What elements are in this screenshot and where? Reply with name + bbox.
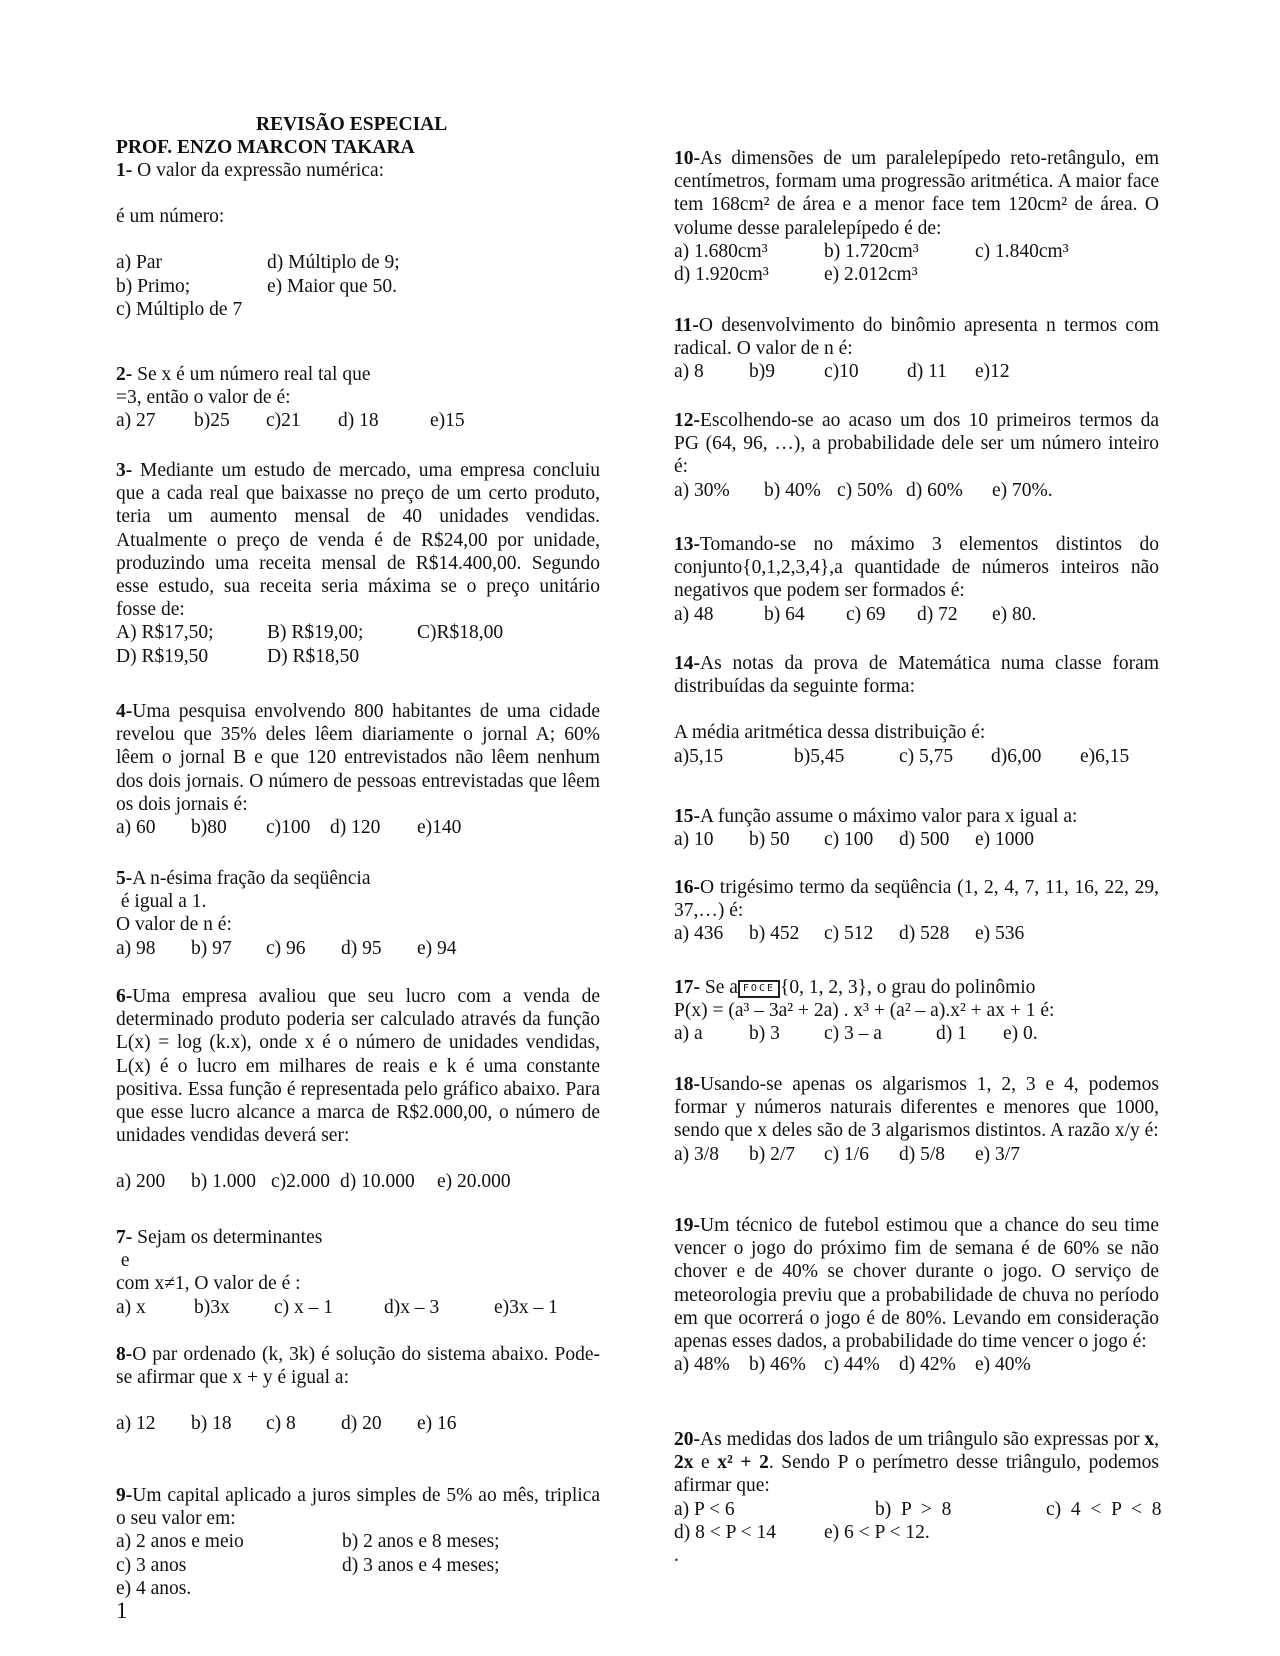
option-d: d)6,00: [991, 745, 1042, 767]
math-term: 2x: [674, 1452, 694, 1474]
question-text: Sejam os determinantes: [132, 1227, 323, 1248]
question-number: 3-: [116, 460, 133, 481]
option-d: d) 5/8: [899, 1143, 946, 1165]
option-e: e) 3/7: [975, 1143, 1020, 1165]
question-text: As medidas dos lados de um triângulo são expressas por: [700, 1429, 1145, 1450]
option-e: e)140: [417, 817, 462, 839]
option-b: b) 452: [749, 923, 800, 945]
question-text: é igual a 1.: [116, 891, 207, 913]
option-b: b) 50: [749, 829, 790, 851]
question-text: O desenvolvimento do binômio apresenta n termos com radical. O valor de n é:: [674, 315, 1159, 360]
option-c: c)21: [266, 410, 301, 432]
option-b: b)9: [749, 361, 775, 383]
option-c: C)R$18,00: [417, 622, 504, 644]
option-d: d) Múltiplo de 9;: [267, 252, 400, 274]
question-text: =3, então o valor de é:: [116, 387, 291, 409]
option-d: d)x – 3: [384, 1296, 440, 1318]
option-c: c) 5,75: [899, 745, 954, 767]
option-d: d) 11: [907, 361, 947, 383]
option-d: d) 1: [936, 1023, 967, 1045]
option-b: b) 18: [191, 1413, 232, 1435]
options-row: [674, 1022, 1159, 1045]
question-3: [116, 459, 600, 668]
question-text: e: [693, 1452, 718, 1474]
question-number: 13-: [674, 534, 700, 555]
question-text: Uma empresa avaliou que seu lucro com a venda de determinado produto poderia ser calculado através da função L(x) = log (k.x), onde x é o número de unidades vendidas, L(x) é o lucro em milhares de reais e k é uma constante positiva. Essa função é representada pelo gráfico abaixo. Para que esse lucro alcance a marca de R$2.000,00, o número de unidades vendidas deverá ser:: [116, 986, 600, 1147]
option-e: e)6,15: [1080, 745, 1130, 767]
option-c: c) 8: [266, 1413, 296, 1435]
option-e: e) 70%.: [992, 479, 1053, 501]
option-d: d) 120: [330, 817, 381, 839]
question-number: 11-: [674, 315, 699, 336]
question-text: {0, 1, 2, 3}, o grau do polinômio: [780, 977, 1036, 998]
question-number: 6-: [116, 986, 133, 1007]
option-c: c) Múltiplo de 7: [116, 298, 243, 320]
option-c: c) 50%: [837, 479, 893, 501]
option-b: b)80: [191, 817, 227, 839]
question-text: e: [116, 1250, 130, 1272]
question-text: As notas da prova de Matemática numa classe foram distribuídas da seguinte forma:: [674, 653, 1159, 698]
option-b: b) 64: [764, 603, 805, 625]
question-number: 20-: [674, 1429, 700, 1450]
option-b: b) 1.000: [191, 1171, 256, 1193]
options-row: [674, 922, 1159, 945]
question-number: 7-: [116, 1227, 133, 1248]
question-7: [116, 1226, 600, 1319]
option-c: c) 512: [824, 923, 874, 945]
option-a: a) P < 6: [674, 1498, 735, 1520]
option-b: b) 2/7: [749, 1143, 796, 1165]
option-c: c) 1/6: [824, 1143, 869, 1165]
option-a: A) R$17,50;: [116, 622, 214, 644]
options-row: [674, 360, 1159, 383]
option-a: a) 8: [674, 361, 704, 383]
question-10: [674, 147, 1159, 286]
options-row: [674, 828, 1159, 851]
question-text: Escolhendo-se ao acaso um dos 10 primeiros termos da PG (64, 96, …), a probabilidade dele ser um número inteiro é:: [674, 410, 1159, 478]
question-text: Um capital aplicado a juros simples de 5% ao mês, triplica o seu valor em:: [116, 1485, 600, 1530]
option-e: e) 6 < P < 12.: [824, 1521, 930, 1543]
option-a: a) 10: [674, 829, 714, 851]
option-b: b) 40%: [764, 479, 821, 501]
option-a: a) Par: [116, 252, 163, 274]
question-number: 8-: [116, 1344, 133, 1365]
question-number: 18-: [674, 1074, 700, 1095]
question-text: com x≠1, O valor de é :: [116, 1273, 301, 1295]
option-b: b) Primo;: [116, 275, 191, 297]
question-14: [674, 652, 1159, 768]
question-text: As dimensões de um paralelepípedo reto-retângulo, em centímetros, formam uma progressão aritmética. A maior face tem 168cm² de área e a menor face tem 120cm² de área. O volume desse paralelepípedo é de:: [674, 148, 1159, 239]
question-number: 14-: [674, 653, 700, 674]
option-c: c) 100: [824, 829, 874, 851]
question-text: Se a: [700, 977, 738, 998]
question-text: A média aritmética dessa distribuição é:: [674, 722, 986, 744]
question-text: O valor de n é:: [116, 914, 232, 936]
placeholder-box: FOCE: [738, 980, 780, 998]
options-row: [116, 1170, 600, 1193]
option-b: b) P > 8: [875, 1498, 952, 1520]
option-a: a) 1.680cm³: [674, 240, 768, 262]
option-a: a) 60: [116, 817, 156, 839]
options-row: [116, 816, 600, 839]
option-b: b)25: [194, 410, 230, 432]
question-17: [674, 976, 1159, 1046]
option-b: b) 3: [749, 1023, 780, 1045]
question-text: Se x é um número real tal que: [132, 364, 371, 385]
option-e: e) 0.: [1003, 1023, 1038, 1045]
option-e: e) 20.000: [437, 1171, 511, 1193]
option-d: d) 18: [338, 410, 379, 432]
question-number: 17-: [674, 977, 700, 998]
options-row: [674, 745, 1159, 768]
question-number: 19-: [674, 1215, 700, 1236]
question-1: [116, 159, 600, 321]
option-a: a) 436: [674, 923, 724, 945]
options-row: [674, 1143, 1159, 1166]
option-c: c)100: [266, 817, 311, 839]
question-12: [674, 409, 1159, 502]
question-18: [674, 1073, 1159, 1166]
question-9: [116, 1484, 600, 1600]
option-e: e) Maior que 50.: [267, 275, 397, 297]
options-row: [116, 1412, 600, 1435]
question-8: [116, 1343, 600, 1436]
option-c: c) 1.840cm³: [975, 240, 1069, 262]
question-text: Mediante um estudo de mercado, uma empresa concluiu que a cada real que baixasse no preço de um certo produto, teria um aumento mensal de 40 unidades vendidas. Atualmente o preço de venda é de R$24,00 por unidade, produzindo uma receita mensal de R$14.400,00. Segundo esse estudo, sua receita seria máxima se o preço unitário fosse de:: [116, 460, 600, 621]
option-d: d) 3 anos e 4 meses;: [342, 1554, 500, 1576]
question-text: Usando-se apenas os algarismos 1, 2, 3 e 4, podemos formar y números naturais diferentes e menores que 1000, sendo que x deles são de 3 algarismos distintos. A razão x/y é:: [674, 1074, 1159, 1142]
option-d: d) 500: [899, 829, 950, 851]
question-text: P(x) = (a³ – 3a² + 2a) . x³ + (a² – a).x² + ax + 1 é:: [674, 1000, 1055, 1022]
option-d: d) 60%: [906, 479, 963, 501]
question-2: [116, 363, 600, 433]
question-4: [116, 700, 600, 839]
question-text: O par ordenado (k, 3k) é solução do sistema abaixo. Pode-se afirmar que x + y é igual a:: [116, 1344, 600, 1389]
question-text: ,: [1154, 1429, 1159, 1450]
option-e: D) R$18,50: [267, 645, 360, 667]
option-d: d) 95: [341, 937, 382, 959]
option-e: e) 2.012cm³: [824, 264, 918, 285]
options-row: [116, 937, 600, 960]
question-text: Tomando-se no máximo 3 elementos distintos do conjunto{0,1,2,3,4},a quantidade de números inteiros não negativos que podem ser formados é:: [674, 534, 1159, 602]
page-number: 1: [116, 1598, 128, 1623]
question-number: 2-: [116, 364, 133, 385]
option-c: c) 96: [266, 937, 306, 959]
option-c: c) x – 1: [274, 1296, 334, 1318]
doc-author: PROF. ENZO MARCON TAKARA: [116, 137, 415, 158]
question-20: [674, 1428, 1162, 1567]
option-a: a) x: [116, 1296, 146, 1318]
option-e: e)12: [975, 361, 1010, 383]
math-term: x: [1144, 1429, 1155, 1450]
option-a: a)5,15: [674, 745, 724, 767]
option-e: e) 94: [417, 937, 457, 959]
option-c: c) 69: [846, 603, 886, 625]
option-e: e) 80.: [992, 603, 1037, 625]
option-b: b)3x: [194, 1296, 230, 1318]
options-row: [674, 603, 1159, 626]
question-text: . Sendo P o perímetro desse triângulo, podemos afirmar que:: [674, 1452, 1159, 1497]
question-number: 16-: [674, 877, 700, 898]
trailing-dot: .: [674, 1544, 679, 1566]
option-e: e) 16: [417, 1413, 457, 1435]
question-number: 1-: [116, 160, 133, 181]
option-e: e) 536: [975, 923, 1025, 945]
question-number: 10-: [674, 148, 700, 169]
option-c: c)10: [824, 361, 859, 383]
question-number: 4-: [116, 701, 133, 722]
option-d: d) 42%: [899, 1354, 956, 1376]
doc-title: REVISÃO ESPECIAL: [256, 114, 448, 135]
option-a: a) 30%: [674, 479, 730, 501]
option-c: c) 44%: [824, 1354, 880, 1376]
question-text: A função assume o máximo valor para x igual a:: [700, 806, 1078, 827]
option-a: a) 27: [116, 410, 156, 432]
option-e: e) 1000: [975, 829, 1035, 851]
question-19: [674, 1214, 1159, 1376]
question-13: [674, 533, 1159, 626]
options-row: [674, 479, 1159, 502]
option-a: a) 3/8: [674, 1143, 719, 1165]
option-a: a) 2 anos e meio: [116, 1531, 244, 1553]
question-5: [116, 867, 600, 960]
option-b: b) 2 anos e 8 meses;: [342, 1531, 500, 1553]
options-row: [674, 1353, 1159, 1376]
question-number: 9-: [116, 1485, 133, 1506]
math-term: x² + 2: [717, 1452, 769, 1474]
option-c: c) 4 < P < 8: [1046, 1498, 1162, 1520]
option-c: c) 3 – a: [824, 1023, 882, 1045]
question-16: [674, 876, 1159, 946]
option-a: a) 200: [116, 1171, 166, 1193]
option-b: b) 97: [191, 937, 232, 959]
option-b: b) 46%: [749, 1354, 806, 1376]
option-c: c)2.000: [271, 1171, 331, 1193]
question-number: 15-: [674, 806, 700, 827]
question-text: O valor da expressão numérica:: [132, 160, 385, 181]
option-a: a) a: [674, 1023, 703, 1045]
option-e: e) 40%: [975, 1354, 1031, 1376]
option-a: a) 98: [116, 937, 156, 959]
option-b: B) R$19,00;: [267, 622, 364, 644]
question-text: O trigésimo termo da seqüência (1, 2, 4, 7, 11, 16, 22, 29, 37,…) é:: [674, 877, 1159, 922]
option-d: d) 1.920cm³: [674, 264, 769, 285]
question-15: [674, 805, 1159, 851]
option-a: a) 48%: [674, 1354, 730, 1376]
question-text: Uma pesquisa envolvendo 800 habitantes de uma cidade revelou que 35% deles lêem diariamente o jornal A; 60% lêem o jornal B e que 120 entrevistados não lêem nenhum dos dois jornais. O número de pessoas entrevistadas que lêem os dois jornais é:: [116, 701, 600, 815]
option-b: b)5,45: [794, 745, 845, 767]
option-d: d) 10.000: [340, 1171, 415, 1193]
option-a: a) 12: [116, 1413, 156, 1435]
option-d: d) 528: [899, 923, 950, 945]
option-d: D) R$19,50: [116, 645, 209, 667]
question-text: Um técnico de futebol estimou que a chance do seu time vencer o jogo do próximo fim de semana é de 60% se não chover e de 40% se chover durante o jogo. O serviço de meteorologia previu que a probabilidade de chuva no período em que ocorrerá o jogo é de 80%. Levando em consideração apenas esses dados, a probabilidade do time vencer o jogo é:: [674, 1215, 1159, 1353]
option-d: d) 72: [917, 603, 958, 625]
option-e: e)3x – 1: [494, 1296, 558, 1318]
question-number: 5-: [116, 868, 133, 889]
option-d: d) 8 < P < 14: [674, 1521, 776, 1543]
options-row: [116, 1296, 600, 1319]
option-a: a) 48: [674, 603, 714, 625]
question-6: [116, 985, 600, 1194]
question-text: A n-ésima fração da seqüência: [132, 868, 371, 889]
option-e: e)15: [430, 410, 465, 432]
question-text: é um número:: [116, 206, 225, 228]
option-e: e) 4 anos.: [116, 1577, 192, 1599]
question-11: [674, 314, 1159, 384]
option-d: d) 20: [341, 1413, 382, 1435]
option-b: b) 1.720cm³: [824, 240, 919, 262]
option-c: c) 3 anos: [116, 1554, 187, 1576]
options-row: [116, 409, 600, 432]
question-number: 12-: [674, 410, 700, 431]
